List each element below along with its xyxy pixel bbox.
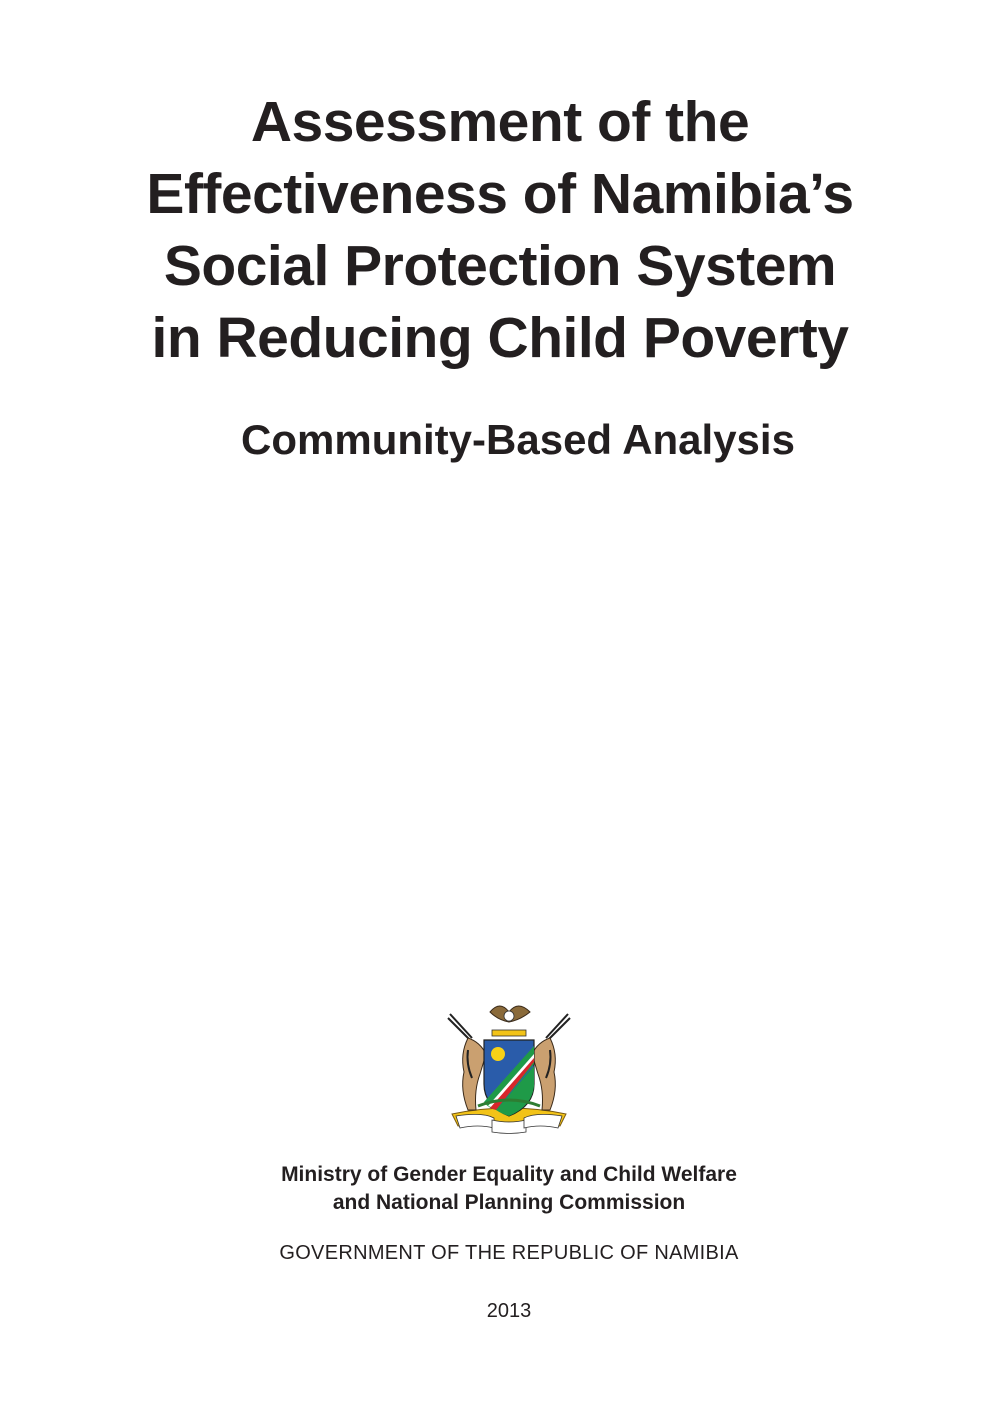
publisher-line-1: Ministry of Gender Equality and Child Welfare [281, 1163, 737, 1186]
publication-year: 2013 [486, 1300, 532, 1322]
title-line-1: Assessment of the [250, 90, 750, 154]
government-name: GOVERNMENT OF THE REPUBLIC OF NAMIBIA [279, 1242, 739, 1264]
title-line-3: Social Protection System [163, 234, 837, 298]
title-line-4: in Reducing Child Poverty [151, 306, 849, 370]
title-line-2: Effectiveness of Namibia’s [146, 162, 854, 226]
publisher-block [0, 1161, 1000, 1217]
document-subtitle: Community-Based Analysis [241, 416, 795, 463]
namibia-coat-of-arms-icon [438, 994, 580, 1136]
publisher-line-2: and National Planning Commission [332, 1191, 686, 1214]
document-title [0, 86, 1000, 374]
